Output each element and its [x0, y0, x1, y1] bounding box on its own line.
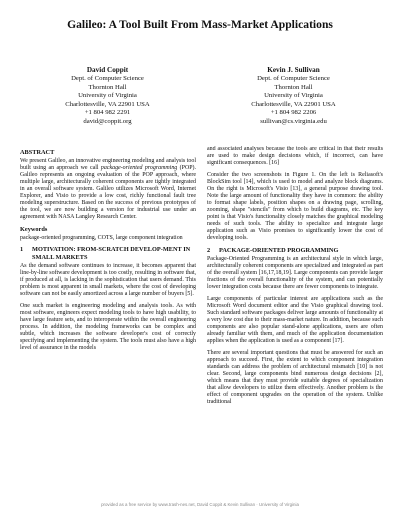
- section-2-heading: [207, 247, 383, 254]
- abstract-text-start: We present Galileo, an innovative engineering modeling and analysis tool built using an approach we call: [20, 158, 196, 172]
- author-email: david@coppit.org: [83, 117, 132, 125]
- keywords-text: package-oriented programming, COTS, large component integration: [20, 235, 183, 242]
- section-1-title: MOTIVATION: FROM-SCRATCH DEVELOP-MENT IN SMALL MARKETS: [32, 246, 191, 261]
- abstract-text-italic: package-oriented programming: [100, 165, 178, 172]
- footer-note: provided as a free service by www.trash-nes.net, David Coppit & Kevin Sullivan · University of Virginia: [101, 502, 299, 507]
- author-2: [206, 66, 381, 126]
- abstract-text-end: (POP). Galileo represents an ongoing evaluation of the POP approach, where multiple large, architecturally coherent components are tightly integrated in an overall software system. Galileo utilizes Microsoft Word, Internet Explorer, and Visio to provide a low cost, richly functional fault tree modeling superstructure. Based on the success of previous prototypes of the tool, we are now building a version for industrial use under an agreement with NASA Langley Research Center.: [20, 165, 196, 221]
- abstract-heading: ABSTRACT: [20, 149, 55, 156]
- right-paragraph-1: and associated analyses because the tools are critical in that their results are used to make design decisions which, if incorrect, can have significant consequences. [16]: [207, 146, 383, 166]
- section-1-paragraph-2: One such market is engineering modeling and analysis tools. As with most software, engineers expect modeling tools to have high usability, to have large feature sets, and to interoperate within the overall engineering process. In addition, the modeling frameworks can be complex and subtle, which increases the software developer's cost of correctly specifying and implementing the system. The tools must also have a high level of assurance in the models: [20, 302, 196, 351]
- right-column: [207, 146, 383, 501]
- author-email: sullivan@cs.virginia.edu: [260, 117, 327, 125]
- section-2-title: PACKAGE-ORIENTED PROGRAMMING: [219, 246, 339, 254]
- author-city: Charlottesville, VA 22901 USA: [65, 100, 150, 108]
- author-1: [20, 66, 195, 126]
- author-university: University of Virginia: [78, 92, 137, 99]
- author-building: Thornton Hall: [274, 83, 313, 91]
- author-city: Charlottesville, VA 22901 USA: [251, 100, 336, 108]
- author-building: Thornton Hall: [88, 83, 127, 91]
- keywords-heading: Keywords: [20, 226, 48, 234]
- section-1-heading: [20, 246, 196, 261]
- section-1-paragraph-1: As the demand software continues to increase, it becomes apparent that line-by-line software development is too costly, resulting in software that, if produced at all, is lacking in the sophistication that users demand. This problem is most apparent in small markets, where the cost of developing software can not be easily amortized across a large number of buyers [5].: [20, 263, 196, 297]
- author-phone: +1 804 982 2206: [270, 109, 317, 116]
- author-phone: +1 804 982 2291: [84, 109, 131, 116]
- section-2-paragraph-3: There are several important questions that must be answered for such an approach to succeed. First, the extent to which component integration standards can address the problem of architectural mismatch [10] is not clear. Second, large components bind numerous design decisions [2], which means that they must provide suitable degrees of specialization that allow developers to utilize them effectively. Another problem is the effect of component upgrades on the operation of the system. Unlike traditional: [207, 349, 383, 405]
- author-university: University of Virginia: [264, 92, 323, 99]
- section-1-number: 1: [20, 246, 24, 254]
- author-dept: Dept. of Computer Science: [257, 75, 330, 82]
- author-name: Kevin J. Sullivan: [267, 66, 320, 74]
- section-2-paragraph-2: Large components of particular interest are applications such as the Microsoft Word document editor and the Visio graphical drawing tool. Such standard software packages deliver large amounts of functionality at a very low cost due to their mass-market nature. In addition, because such components are also popular stand-alone applications, users are often already familiar with them, and much of the application documentation applies when the application is used as a component [17].: [207, 296, 383, 344]
- abstract-text: [20, 158, 196, 221]
- section-2-number: 2: [207, 246, 211, 254]
- author-dept: Dept. of Computer Science: [71, 75, 144, 82]
- section-2-paragraph-1: Package-Oriented Programming is an architectural style in which large, architecturally coherent components are specialized and integrated as part of the overall system [16,17,18,19]. Large components can provide larger fractions of the overall functionality of the system, and can potentially lower integration costs because there are fewer components to integrate.: [207, 256, 383, 291]
- left-column: [20, 146, 196, 501]
- paper-title: Galileo: A Tool Built From Mass-Market Applications: [67, 18, 333, 31]
- right-paragraph-2: Consider the two screenshots in Figure 1. On the left is Reliasoft's BlockSim tool [14], which is used to model and analyze block diagrams. On the right is Microsoft's Visio [13], a general purpose drawing tool. Note the large amount of functionality they have in common: the ability to format shape labels, position shapes on a drawing page, scrolling, zooming, shape "stencils" from which to build diagrams, etc. The key point is that Visio's functionality closely matches the graphical modeling needs of such tools. The ability to specialize and integrate large application such as Visio promises to significantly lower the cost of developing tools.: [207, 171, 383, 241]
- author-name: David Coppit: [86, 66, 129, 74]
